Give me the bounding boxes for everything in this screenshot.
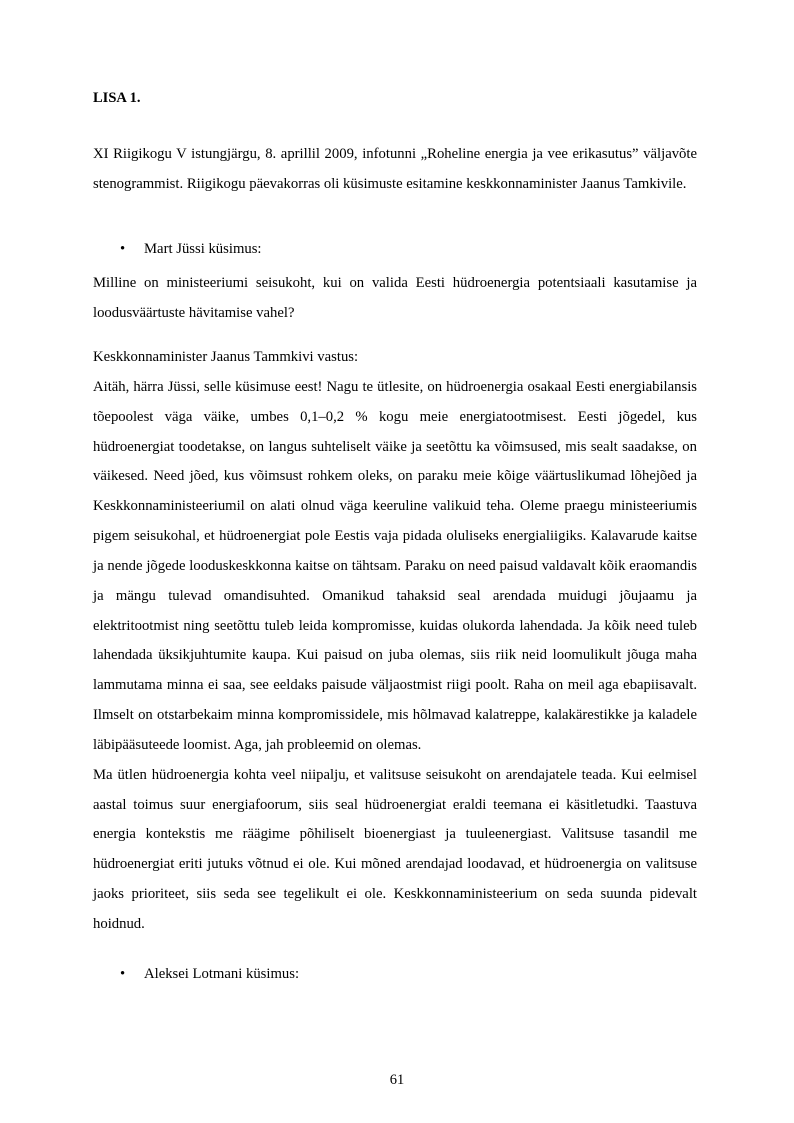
page-title: LISA 1. [93,90,141,106]
answer-1-paragraph-1: Aitäh, härra Jüssi, selle küsimuse eest! Nagu te ütlesite, on hüdroenergia osakaal Eesti energiabilansis tõepoolest väga väike, umbes 0,1–0,2 % kogu meie energiatootmisest. Eesti jõgedel, kus hüdroenergiat toodetakse, on langus suhteliselt väike ja seetõttu ka võimsused, mis sealt saadakse, on väikesed. Need jõed, kus võimsust rohkem oleks, on paraku meie kõige väärtuslikumad lõhejõed ja Keskkonnaministeeriumil on alati olnud väga keeruline valikuid teha. Oleme praegu ministeeriumis pigem seisukohal, et hüdroenergiat pole Eestis vaja pidada oluliseks energialiigiks. Kalavarude kaitse ja nende jõgede looduskeskkonna kaitse on tähtsam. Paraku on need paisud valdavalt kõik eraomandis ja mängu tulevad omandisuhted. Omanikud tahaksid seal arendada muidugi jõujaamu ja elektritootmist ning seetõttu tuleb leida kompromisse, kuidas olukorda lahendada. Ja kõik need tuleb lahendada üksikjuhtumite kaupa. Kui paisud on juba olemas, siis riik neid loomulikult jõuga maha lammutama minna ei saa, see eeldaks paisude väljaostmist riigi poolt. Raha on meil aga ebapiisavalt. Ilmselt on otstarbekaim minna kompromissidele, mis hõlmavad kalatreppe, kalakärestikke ja kaladele läbipääsuteede loomist. Aga, jah probleemid on olemas. [93,378,697,753]
bullet-icon: • [120,241,126,258]
answer-1-paragraph-2: Ma ütlen hüdroenergia kohta veel niipalju, et valitsuse seisukoht on arendajatele teada. Kui eelmisel aastal toimus suur energiafoorum, siis seal hüdroenergiat eraldi teemana ei käsitletudki. Taastuva energia kontekstis me räägime põhiliselt bioenergiast ja tuuleenergiast. Valitsuse tasandil me hüdroenergiat eriti jutuks võtnud ei ole. Kui mõned arendajad loodavad, et hüdroenergia on valitsuse jaoks prioriteet, siis seda see tegelikult ei ole. Keskkonnaministeerium on seda suunda pidevalt hoidnud. [93,766,697,932]
page-number: 61 [389,1072,405,1088]
intro-paragraph: XI Riigikogu V istungjärgu, 8. aprillil 2009, infotunni „Roheline energia ja vee erikasutus” väljavõte stenogrammist. Riigikogu päevakorras oli küsimuste esitamine keskkonnaminister Jaanus Tamkivile. [93,145,697,192]
question-1-text: Milline on ministeeriumi seisukoht, kui on valida Eesti hüdroenergia potentsiaali kasutamise ja loodusväärtuste hävitamise vahel? [93,275,697,322]
bullet-icon: • [120,965,126,982]
list-item [93,235,697,265]
question-2-label: Aleksei Lotmani küsimus: [144,965,300,982]
spacer [93,221,697,235]
question-1-label: Mart Jüssi küsimus: [144,241,262,258]
spacer [93,329,697,343]
list-item [93,960,697,990]
spacer [93,940,697,960]
answer-1-label: Keskkonnaminister Jaanus Tammkivi vastus: [93,348,359,365]
